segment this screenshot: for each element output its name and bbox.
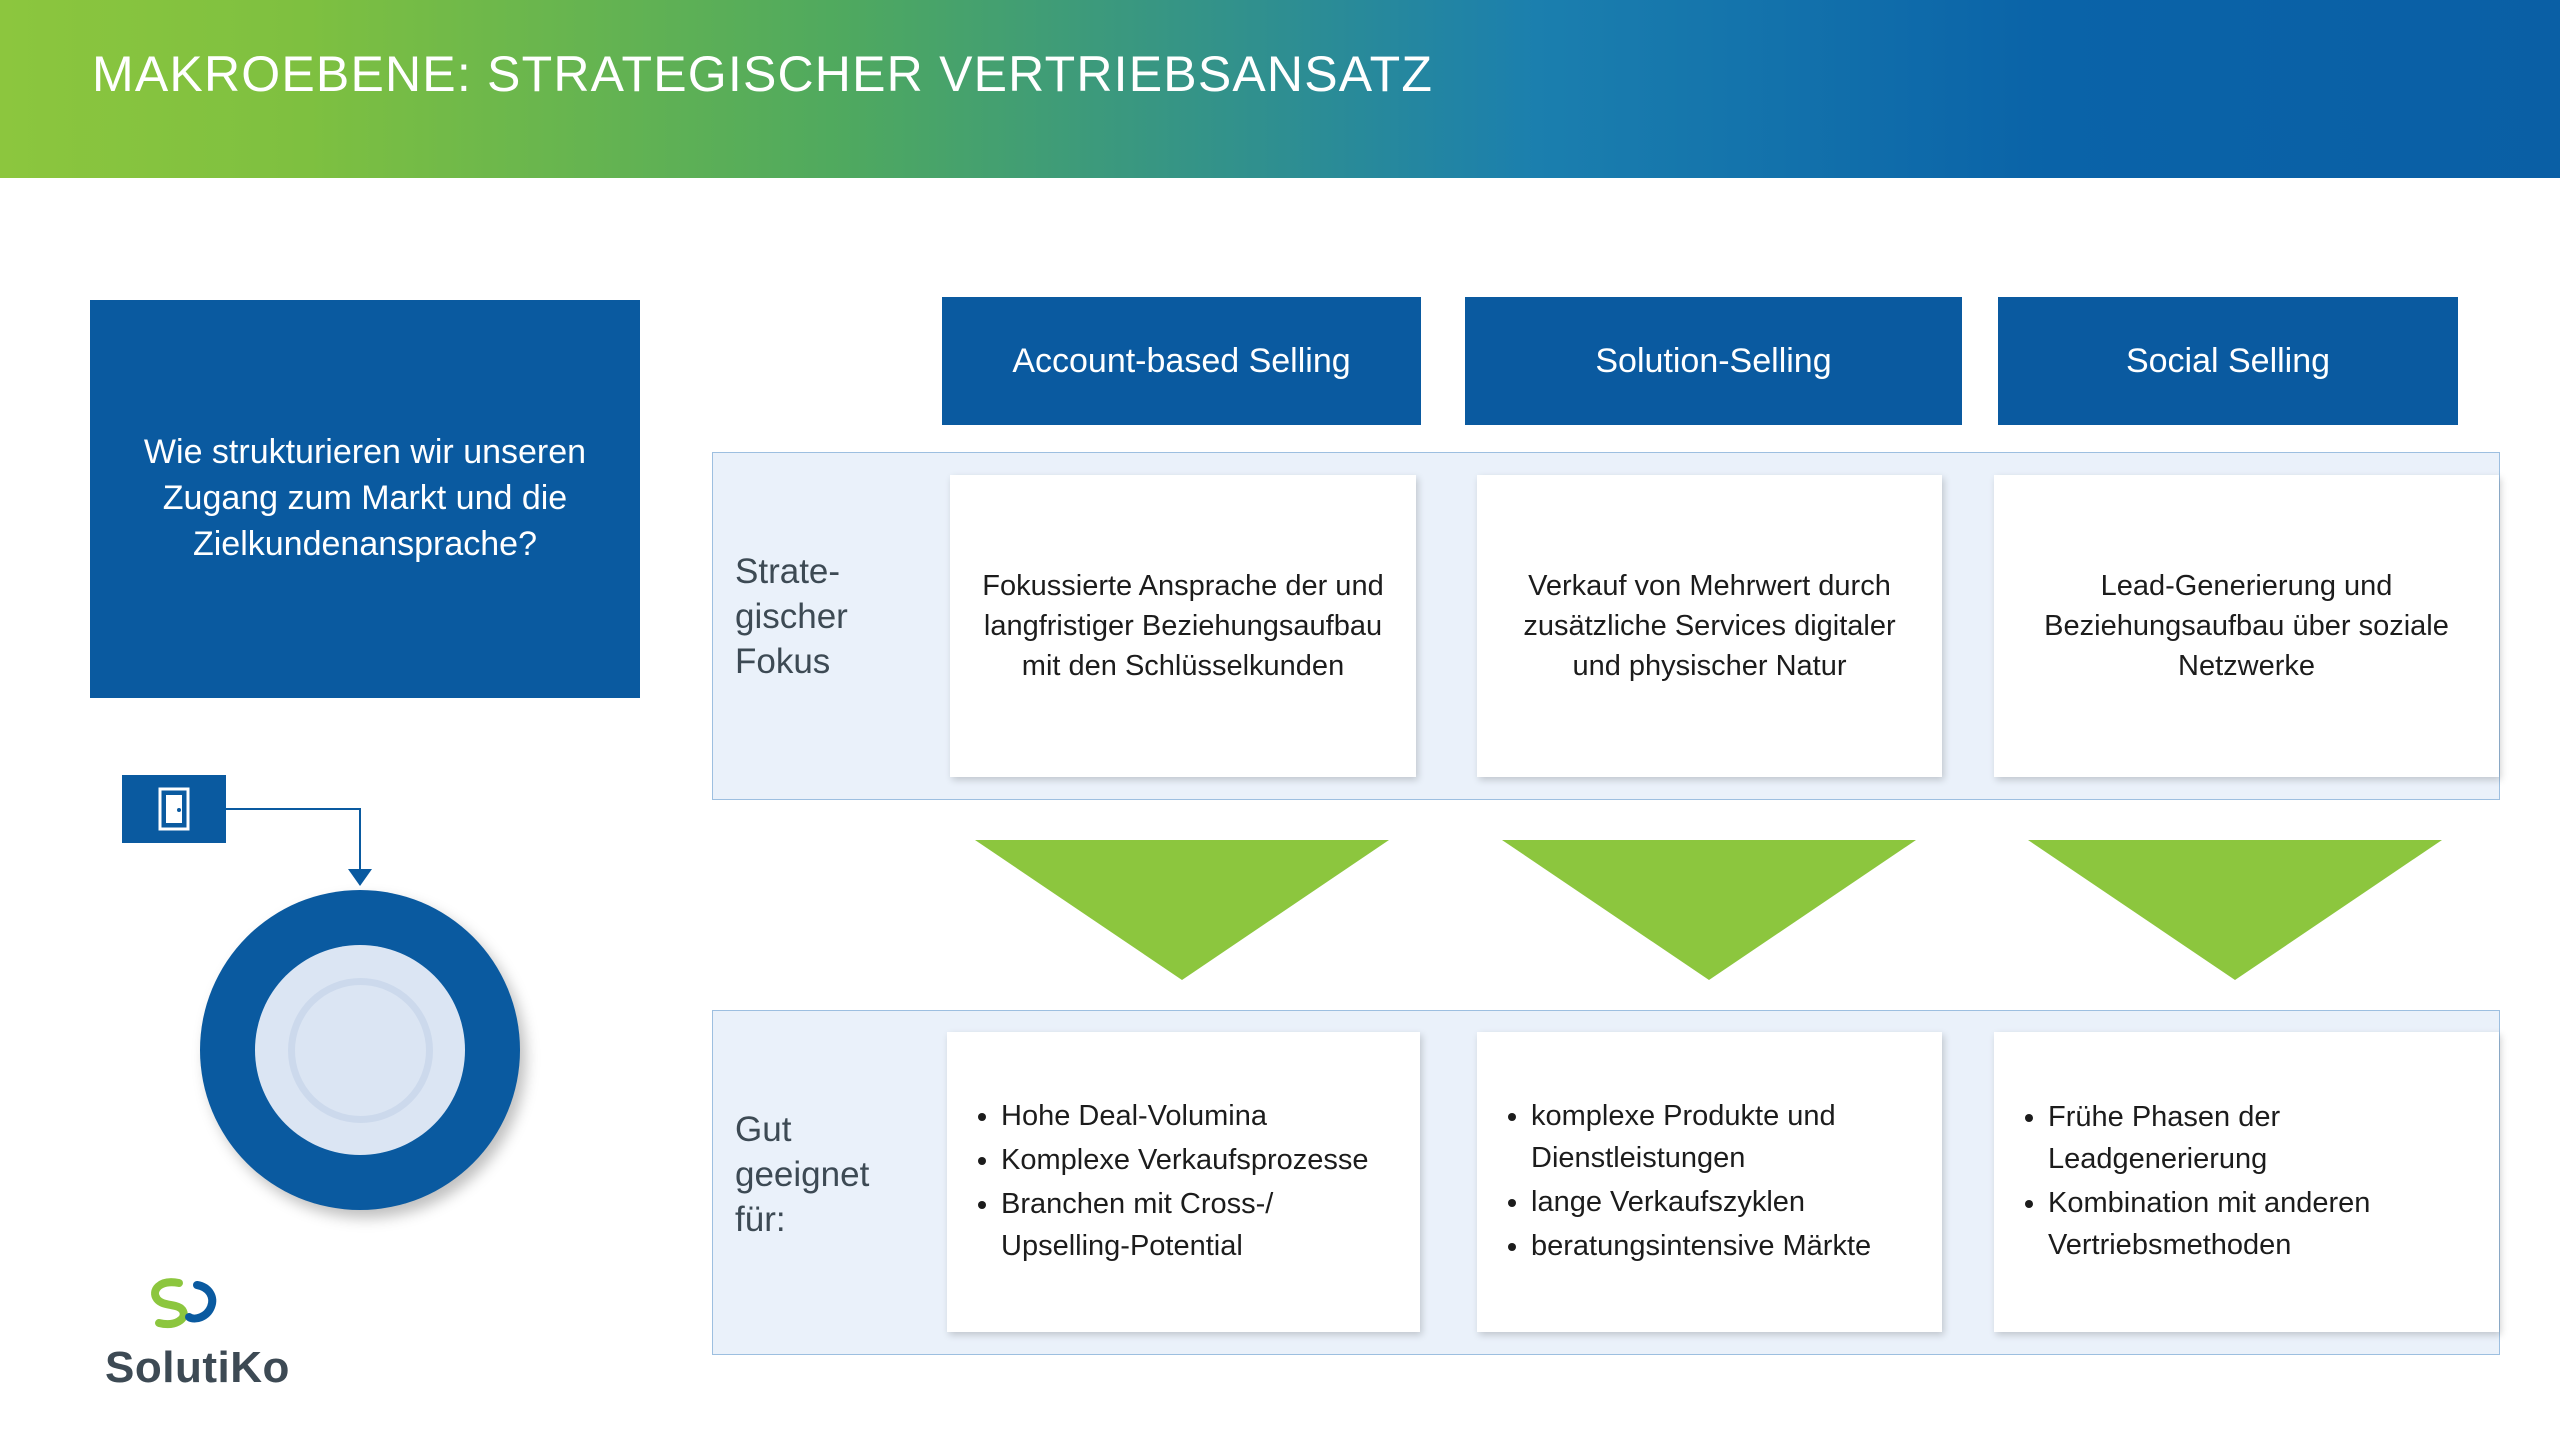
bullet-list: [2004, 1096, 2481, 1268]
list-item: • lange Verkaufszyklen: [1531, 1181, 1924, 1223]
connector-arrow-icon: [348, 869, 372, 886]
question-text: Wie strukturieren wir unseren Zugang zum Markt und die Zielkundenansprache?: [143, 433, 587, 563]
list-item: • Kombination mit anderen Vertriebsmethoden: [2048, 1182, 2481, 1266]
bullet-list: [1487, 1095, 1924, 1269]
down-arrow-icon-column-3: [2028, 840, 2442, 980]
page-title: MAKROEBENE: STRATEGISCHER VERTRIEBSANSATZ: [92, 46, 1434, 102]
card-well-suited-solution: [1477, 1032, 1942, 1332]
solutiko-logo-icon: [145, 1275, 225, 1337]
connector-line-vertical: [359, 808, 361, 876]
card-well-suited-account-based: [947, 1032, 1420, 1332]
target-donut-icon: [200, 890, 530, 1220]
card-strategic-focus-solution: [1477, 475, 1942, 777]
question-box: [90, 300, 640, 698]
list-item: • Komplexe Verkaufsprozesse: [1001, 1139, 1402, 1181]
row-label-well-suited-for: Gut geeignet für:: [735, 1110, 870, 1239]
card-text: Verkauf von Mehrwert durch zusätzliche Services digitaler und physischer Natur: [1523, 569, 1896, 682]
card-strategic-focus-account-based: [950, 475, 1416, 777]
door-icon: [122, 775, 226, 843]
list-item: • Hohe Deal-Volumina: [1001, 1095, 1402, 1137]
row-label-strategic-focus: Strate- gischer Fokus: [735, 552, 848, 681]
donut-inner-circle: [288, 978, 433, 1123]
header-banner: [0, 0, 2560, 178]
column-header-account-based-selling: Account-based Selling: [942, 297, 1421, 425]
card-well-suited-social: [1994, 1032, 2499, 1332]
logo-text: SolutiKo: [105, 1343, 290, 1392]
card-strategic-focus-social: [1994, 475, 2499, 777]
card-text: Fokussierte Ansprache der und langfristiger Beziehungsaufbau mit den Schlüsselkunden: [982, 569, 1384, 682]
down-arrow-icon-column-2: [1502, 840, 1916, 980]
down-arrow-icon-column-1: [975, 840, 1389, 980]
list-item: • komplexe Produkte und Dienstleistungen: [1531, 1095, 1924, 1179]
column-header-solution-selling: Solution-Selling: [1465, 297, 1962, 425]
logo: [105, 1275, 365, 1405]
list-item: • Frühe Phasen der Leadgenerierung: [2048, 1096, 2481, 1180]
card-text: Lead-Generierung und Beziehungsaufbau über soziale Netzwerke: [2044, 569, 2449, 682]
connector-line-horizontal: [226, 808, 361, 810]
list-item: • beratungsintensive Märkte: [1531, 1225, 1924, 1267]
list-item: • Branchen mit Cross-/ Upselling-Potential: [1001, 1183, 1402, 1267]
bullet-list: [957, 1095, 1402, 1269]
column-header-social-selling: Social Selling: [1998, 297, 2458, 425]
